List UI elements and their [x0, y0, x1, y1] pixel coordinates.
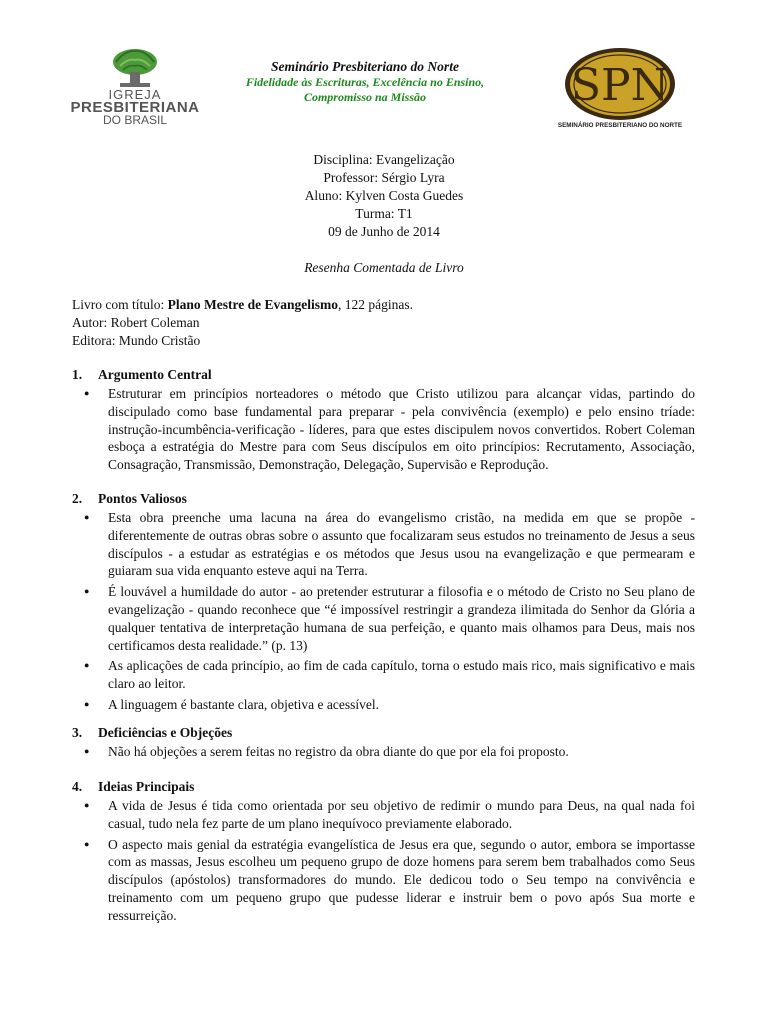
professor: Professor: Sérgio Lyra: [323, 170, 445, 185]
seminary-name: Seminário Presbiteriano do Norte: [271, 59, 459, 74]
section-title: Argumento Central: [98, 367, 212, 382]
book-title: Plano Mestre de Evangelismo: [167, 297, 338, 312]
spn-caption: SEMINÁRIO PRESBITERIANO DO NORTE: [557, 122, 683, 129]
section-list-1: [108, 385, 695, 477]
section-heading-4: [72, 778, 194, 796]
book-title-line: [72, 296, 702, 314]
book-info: [72, 296, 702, 350]
spn-logo: [540, 46, 700, 136]
list-item: ● Não há objeções a serem feitas no registro da obra diante do que por ela foi proposto.: [108, 743, 695, 761]
spn-seal-icon: [540, 46, 700, 122]
section-title: Ideias Principais: [98, 779, 195, 794]
book-author: Autor: Robert Coleman: [72, 315, 200, 330]
review-title: Resenha Comentada de Livro: [304, 260, 464, 275]
section-number: 1.: [72, 367, 83, 382]
motto-line-1: Fidelidade às Escrituras, Excelência no Ensino,: [245, 75, 485, 89]
section-number: 3.: [72, 725, 83, 740]
list-item: ● É louvável a humildade do autor - ao pretender estruturar a filosofia e o método de Cristo no Seu plano de evangelização - quando reconhece que “é impossível restringir a grandeza ilimitada do Senhor da Glória a qualquer tentativa de interpretação humana de sua perfeição, e quanto mais olhamos para Deus, mais nos certificamos desta realidade.” (p. 13): [108, 583, 695, 654]
list-item: ● As aplicações de cada princípio, ao fim de cada capítulo, torna o estudo mais rico, mais significativo e mais claro ao leitor.: [108, 657, 695, 693]
section-list-4: [108, 797, 695, 928]
ipb-logo: [70, 48, 200, 130]
section-title: Pontos Valiosos: [98, 491, 187, 506]
svg-text:SPN: SPN: [570, 60, 670, 111]
section-list-3: [108, 743, 695, 764]
ipb-line-1: IGREJA: [108, 87, 162, 102]
student: Aluno: Kylven Costa Guedes: [304, 188, 464, 203]
section-heading-2: [72, 490, 187, 508]
list-item: ● O aspecto mais genial da estratégia evangelística de Jesus era que, segundo o autor, embora se importasse com as massas, Jesus escolheu um pequeno grupo de doze homens para serem bem trabalhados como Seus discípulos (apóstolos) transformadores do mundo. Ele dedicou todo o Seu tempo na convivência e treinamento com um pequeno grupo que pudesse liderar e instruir bem o povo após Sua morte e ressurreição.: [108, 836, 695, 925]
section-heading-1: [72, 366, 212, 384]
list-item: ● A vida de Jesus é tida como orientada por seu objetivo de redimir o mundo para Deus, na qual nada foi casual, tudo nela fez parte de um plano inequívoco previamente elaborado.: [108, 797, 695, 833]
ipb-tree-logo-icon: [70, 48, 200, 90]
ipb-line-2: PRESBITERIANA: [70, 99, 200, 116]
class: Turma: T1: [355, 206, 413, 221]
course-info: [0, 151, 768, 241]
book-title-prefix: Livro com título:: [72, 297, 168, 312]
list-item: ● Esta obra preenche uma lacuna na área do evangelismo cristão, na medida em que se propõe - diferentemente de outras obras sobre o assunto que focalizaram seus estudos no treinamento de Jesus a seus discípulos - a estudar as estratégias e os métodos que Jesus usou na evangelização e que permearam e guiaram sua vida enquanto esteve aqui na Terra.: [108, 509, 695, 580]
section-list-2: [108, 509, 695, 717]
list-item: ● A linguagem é bastante clara, objetiva e acessível.: [108, 696, 695, 714]
section-number: 2.: [72, 491, 83, 506]
list-item: ● Estruturar em princípios norteadores o método que Cristo utilizou para alcançar vidas, partindo do discipulado como base fundamental para preparar - pela convivência (exemplo) e pelo ensino tríade: instrução-incumbência-verificação - líderes, para que estes discipulem novos convertidos. Robert Coleman esboça a estratégia do Mestre para com Seus discípulos em oito princípios: Recrutamento, Associação, Consagração, Transmissão, Demonstração, Delegação, Supervisão e Reprodução.: [108, 385, 695, 474]
ipb-line-3: DO BRASIL: [102, 113, 168, 127]
date: 09 de Junho de 2014: [328, 224, 440, 239]
book-publisher: Editora: Mundo Cristão: [72, 333, 201, 348]
section-title: Deficiências e Objeções: [98, 725, 233, 740]
letterhead: [210, 59, 520, 105]
discipline: Disciplina: Evangelização: [313, 152, 455, 167]
motto-line-2: Compromisso na Missão: [303, 90, 427, 104]
section-number: 4.: [72, 779, 83, 794]
section-heading-3: [72, 724, 232, 742]
book-pages: , 122 páginas.: [337, 297, 413, 312]
